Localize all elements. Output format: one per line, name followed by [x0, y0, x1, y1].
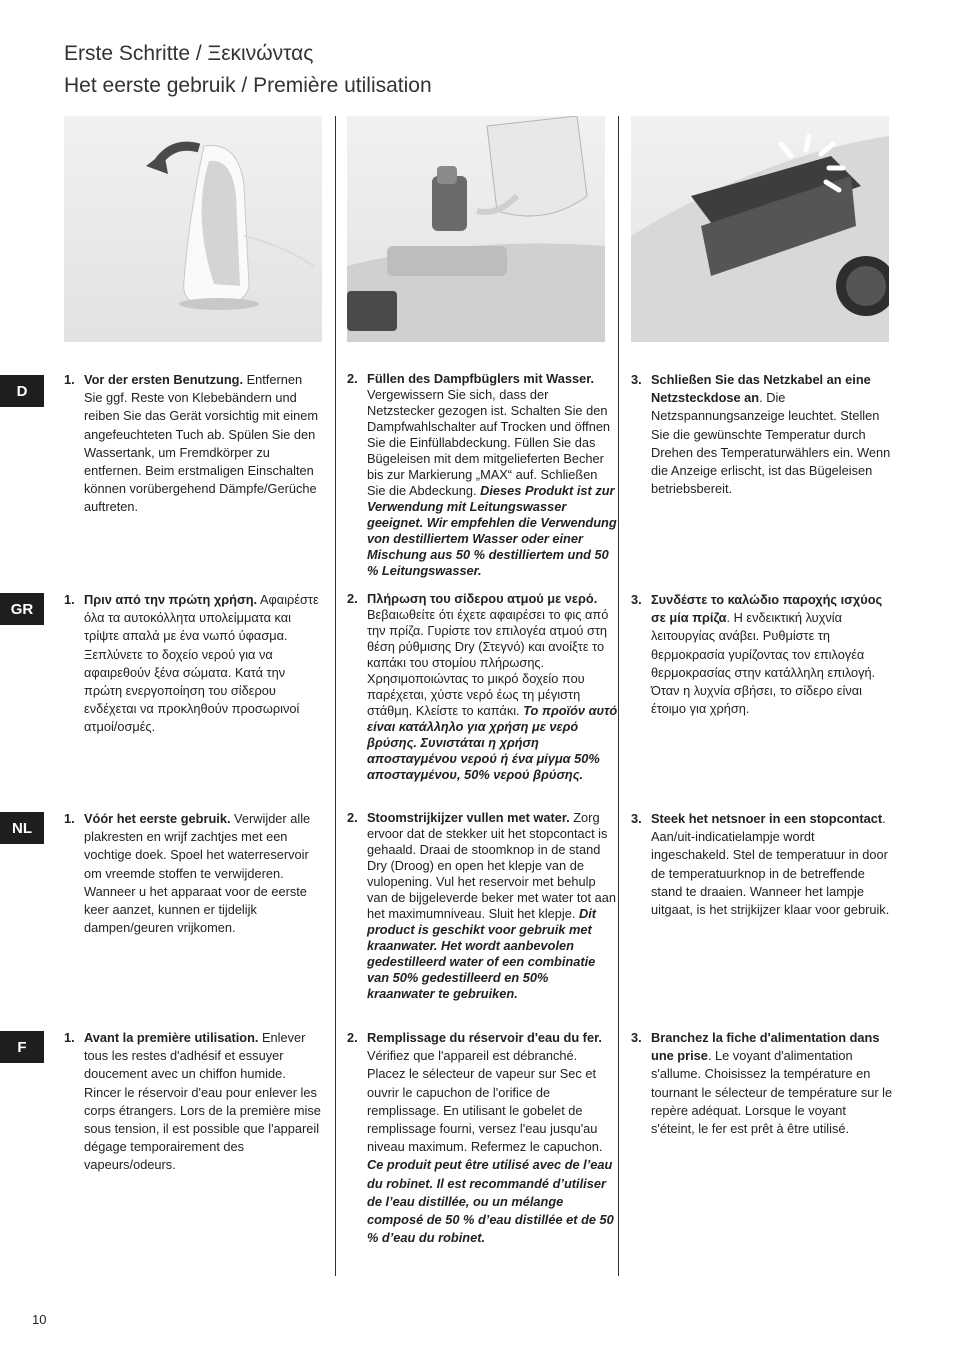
step-heading: Stoomstrijkijzer vullen met water. [367, 810, 570, 825]
step-note: Ce produit peut être utilisé avec de l’eau du robinet. Il est recommandé d’utiliser de l’eau distillée, ou un mélange composé de 50 % d’eau distillée et de 50 % d’eau du robinet. [367, 1157, 614, 1246]
step-heading: Πλήρωση του σίδερου ατμού με νερό. [367, 591, 598, 606]
step-text: Enlever tous les restes d'adhésif et essuyer doucement avec un chiffon humide. Rincer le réservoir d'eau pour enlever les corps étrangers. Lors de la première mise sous tension, il est possible que l'appareil dégage temporairement des vapeurs/odeurs. [84, 1030, 321, 1173]
step-heading: Branchez la fiche d'alimentation dans une prise [651, 1030, 880, 1064]
step-note: Το προϊόν αυτό είναι κατάλληλο για χρήση με νερό βρύσης. Συνιστάται η χρήση αποσταγμένου νερού ή ένα μίγμα 50% αποσταγμένου, 50% νερού βρύσης. [367, 703, 618, 782]
step-heading: Vóór het eerste gebruik. [84, 811, 231, 826]
step-nl-1 [64, 810, 324, 937]
step-d-1 [64, 371, 324, 517]
step-text: . Le voyant d'alimentation s'allume. Choisissez la température en tournant le sélecteur de température sur le repère adéquat. Lorsque le voyant s'éteint, le fer est prêt à être utilisé. [651, 1048, 893, 1137]
lang-tab-gr: GR [0, 593, 44, 625]
step-text: . Η ενδεικτική λυχνία λειτουργίας ανάβει. Ρυθμίστε τη θερμοκρασία γυρίζοντας τον επιλογέα θερμοκρασίας στην κατάλληλη επιλογή. Όταν η λυχνία σβήσει, το σίδερο είναι έτοιμο για χρήση. [651, 610, 876, 717]
step-f-1 [64, 1029, 324, 1175]
step-number: 1. [64, 1030, 75, 1045]
step-heading: Avant la première utilisation. [84, 1030, 259, 1045]
lang-tab-f: F [0, 1031, 44, 1063]
step-text: . Die Netzspannungsanzeige leuchtet. Stellen Sie die gewünschte Temperatur durch Drehen des Temperaturwählers ein. Wenn die Anzeige erlischt, ist das Bügeleisen betriebsbereit. [651, 390, 891, 497]
iron-upright-with-rotate-arrow-icon [64, 116, 322, 342]
power-indicator-image [631, 116, 889, 342]
column-divider [335, 116, 336, 1276]
filling-water-cup-icon [347, 116, 605, 342]
step-text: Βεβαιωθείτε ότι έχετε αφαιρέσει το φις από την πρίζα. Γυρίστε τον επιλογέα ατμού στη θέση ρύθμισης Dry (Στεγνό) και ανοίξτε το καπάκι του στομίου πλήρωσης. Χρησιμοποιώντας το μικρό δοχείο που παρέχεται, χύστε νερό έως τη μέγιστη στάθμη. Κλείστε το καπάκι. [367, 607, 609, 718]
step-heading: Πριν από την πρώτη χρήση. [84, 592, 258, 607]
step-nl-3 [631, 810, 893, 919]
step-gr-3 [631, 591, 893, 718]
step-text: Verwijder alle plakresten en wrijf zachtjes met een vochtige doek. Spoel het waterreservoir om vreemde stoffen te verwijderen. Wanneer u het apparaat voor de eerste keer aanzet, kunnen er tijdelijk dampen/geuren vrijkomen. [84, 811, 311, 936]
step-number: 3. [631, 372, 642, 387]
step-d-3 [631, 371, 893, 498]
step-text: Vergewissern Sie sich, dass der Netzstecker gezogen ist. Schalten Sie den Dampfwahlschalter auf Trocken und öffnen Sie die Einfüllabdeckung. Füllen Sie das Bügeleisen mit dem mitgelieferten Becher bis zur Markierung „MAX“ auf. Schließen Sie die Abdeckung. [367, 387, 611, 498]
step-heading: Vor der ersten Benutzung. [84, 372, 244, 387]
step-number: 3. [631, 592, 642, 607]
step-number: 2. [347, 591, 358, 606]
step-number: 1. [64, 592, 75, 607]
step-heading: Schließen Sie das Netzkabel an eine Netzsteckdose an [651, 372, 871, 406]
step-gr-2 [347, 591, 619, 783]
step-gr-1 [64, 591, 324, 737]
page-title-line-1: Erste Schritte / Ξεκινώντας [64, 42, 314, 65]
step-number: 3. [631, 811, 642, 826]
step-text: Vérifiez que l'appareil est débranché. Placez le sélecteur de vapeur sur Sec et ouvrir le capuchon de l'orifice de remplissage. En utilisant le gobelet de remplissage fourni, versez l'eau jusqu'au niveau maximum. Refermez le capuchon. [367, 1048, 603, 1155]
step-number: 1. [64, 372, 75, 387]
step-heading: Steek het netsnoer in een stopcontact [651, 811, 883, 826]
iron-power-indicator-icon [631, 116, 889, 342]
step-number: 2. [347, 371, 358, 386]
step-text: . Aan/uit-indicatielampje wordt ingeschakeld. Stel de temperatuur in door de temperatuurknop in de betreffende stand te draaien. Wanneer het lampje uitgaat, is het strijkijzer klaar voor gebruik. [651, 811, 890, 918]
step-number: 1. [64, 811, 75, 826]
step-nl-2 [347, 810, 619, 1002]
step-text: Entfernen Sie ggf. Reste von Klebebändern und reiben Sie das Gerät vorsichtig mit einem angefeuchteten Tuch ab. Spülen Sie den Wassertank, um Fremdkörper zu entfernen. Beim erstmaligen Einschalten können vorübergehend Dämpfe/Gerüche auftreten. [84, 372, 318, 515]
step-heading: Füllen des Dampfbüglers mit Wasser. [367, 371, 595, 386]
step-number: 3. [631, 1030, 642, 1045]
filling-water-image [347, 116, 605, 342]
page-number: 10 [32, 1312, 47, 1327]
step-note: Dit product is geschikt voor gebruik met kraanwater. Het wordt aanbevolen gedestilleerd water of een combinatie van 50% gedestilleerd en 50% kraanwater te gebruiken. [367, 906, 597, 1001]
step-f-2 [347, 1029, 619, 1247]
step-number: 2. [347, 1030, 358, 1045]
iron-upright-image [64, 116, 322, 342]
step-heading: Remplissage du réservoir d'eau du fer. [367, 1030, 602, 1045]
step-text: Αφαιρέστε όλα τα αυτοκόλλητα υπολείμματα και τρίψτε απαλά με ένα νωπό ύφασμα. Ξεπλύνετε το δοχείο νερού για να αφαιρεθούν ξένα σώματα. Κατά την πρώτη ενεργοποίηση του σίδερου ενδέχεται να προκληθούν προσωρινοί ατμοί/οσμές. [84, 592, 319, 735]
step-note: Dieses Produkt ist zur Verwendung mit Leitungswasser geeignet. Wir empfehlen die Verwendung von destilliertem Wasser oder einer Mischung aus 50 % destilliertem und 50 % Leitungswasser. [367, 483, 617, 578]
step-number: 2. [347, 810, 358, 825]
step-d-2 [347, 371, 619, 579]
lang-tab-nl: NL [0, 812, 44, 844]
step-text: Zorg ervoor dat de stekker uit het stopcontact is gehaald. Draai de stoomknop in de stand Dry (Droog) en open het klepje van de vulopening. Vul het reservoir met behulp van de bijgeleverde beker met water tot aan het maximumniveau. Sluit het klepje. [367, 810, 616, 921]
step-heading: Συνδέστε το καλώδιο παροχής ισχύος σε μία πρίζα [651, 592, 883, 626]
page-title-line-2: Het eerste gebruik / Première utilisation [64, 74, 432, 97]
lang-tab-d: D [0, 375, 44, 407]
step-f-3 [631, 1029, 893, 1138]
